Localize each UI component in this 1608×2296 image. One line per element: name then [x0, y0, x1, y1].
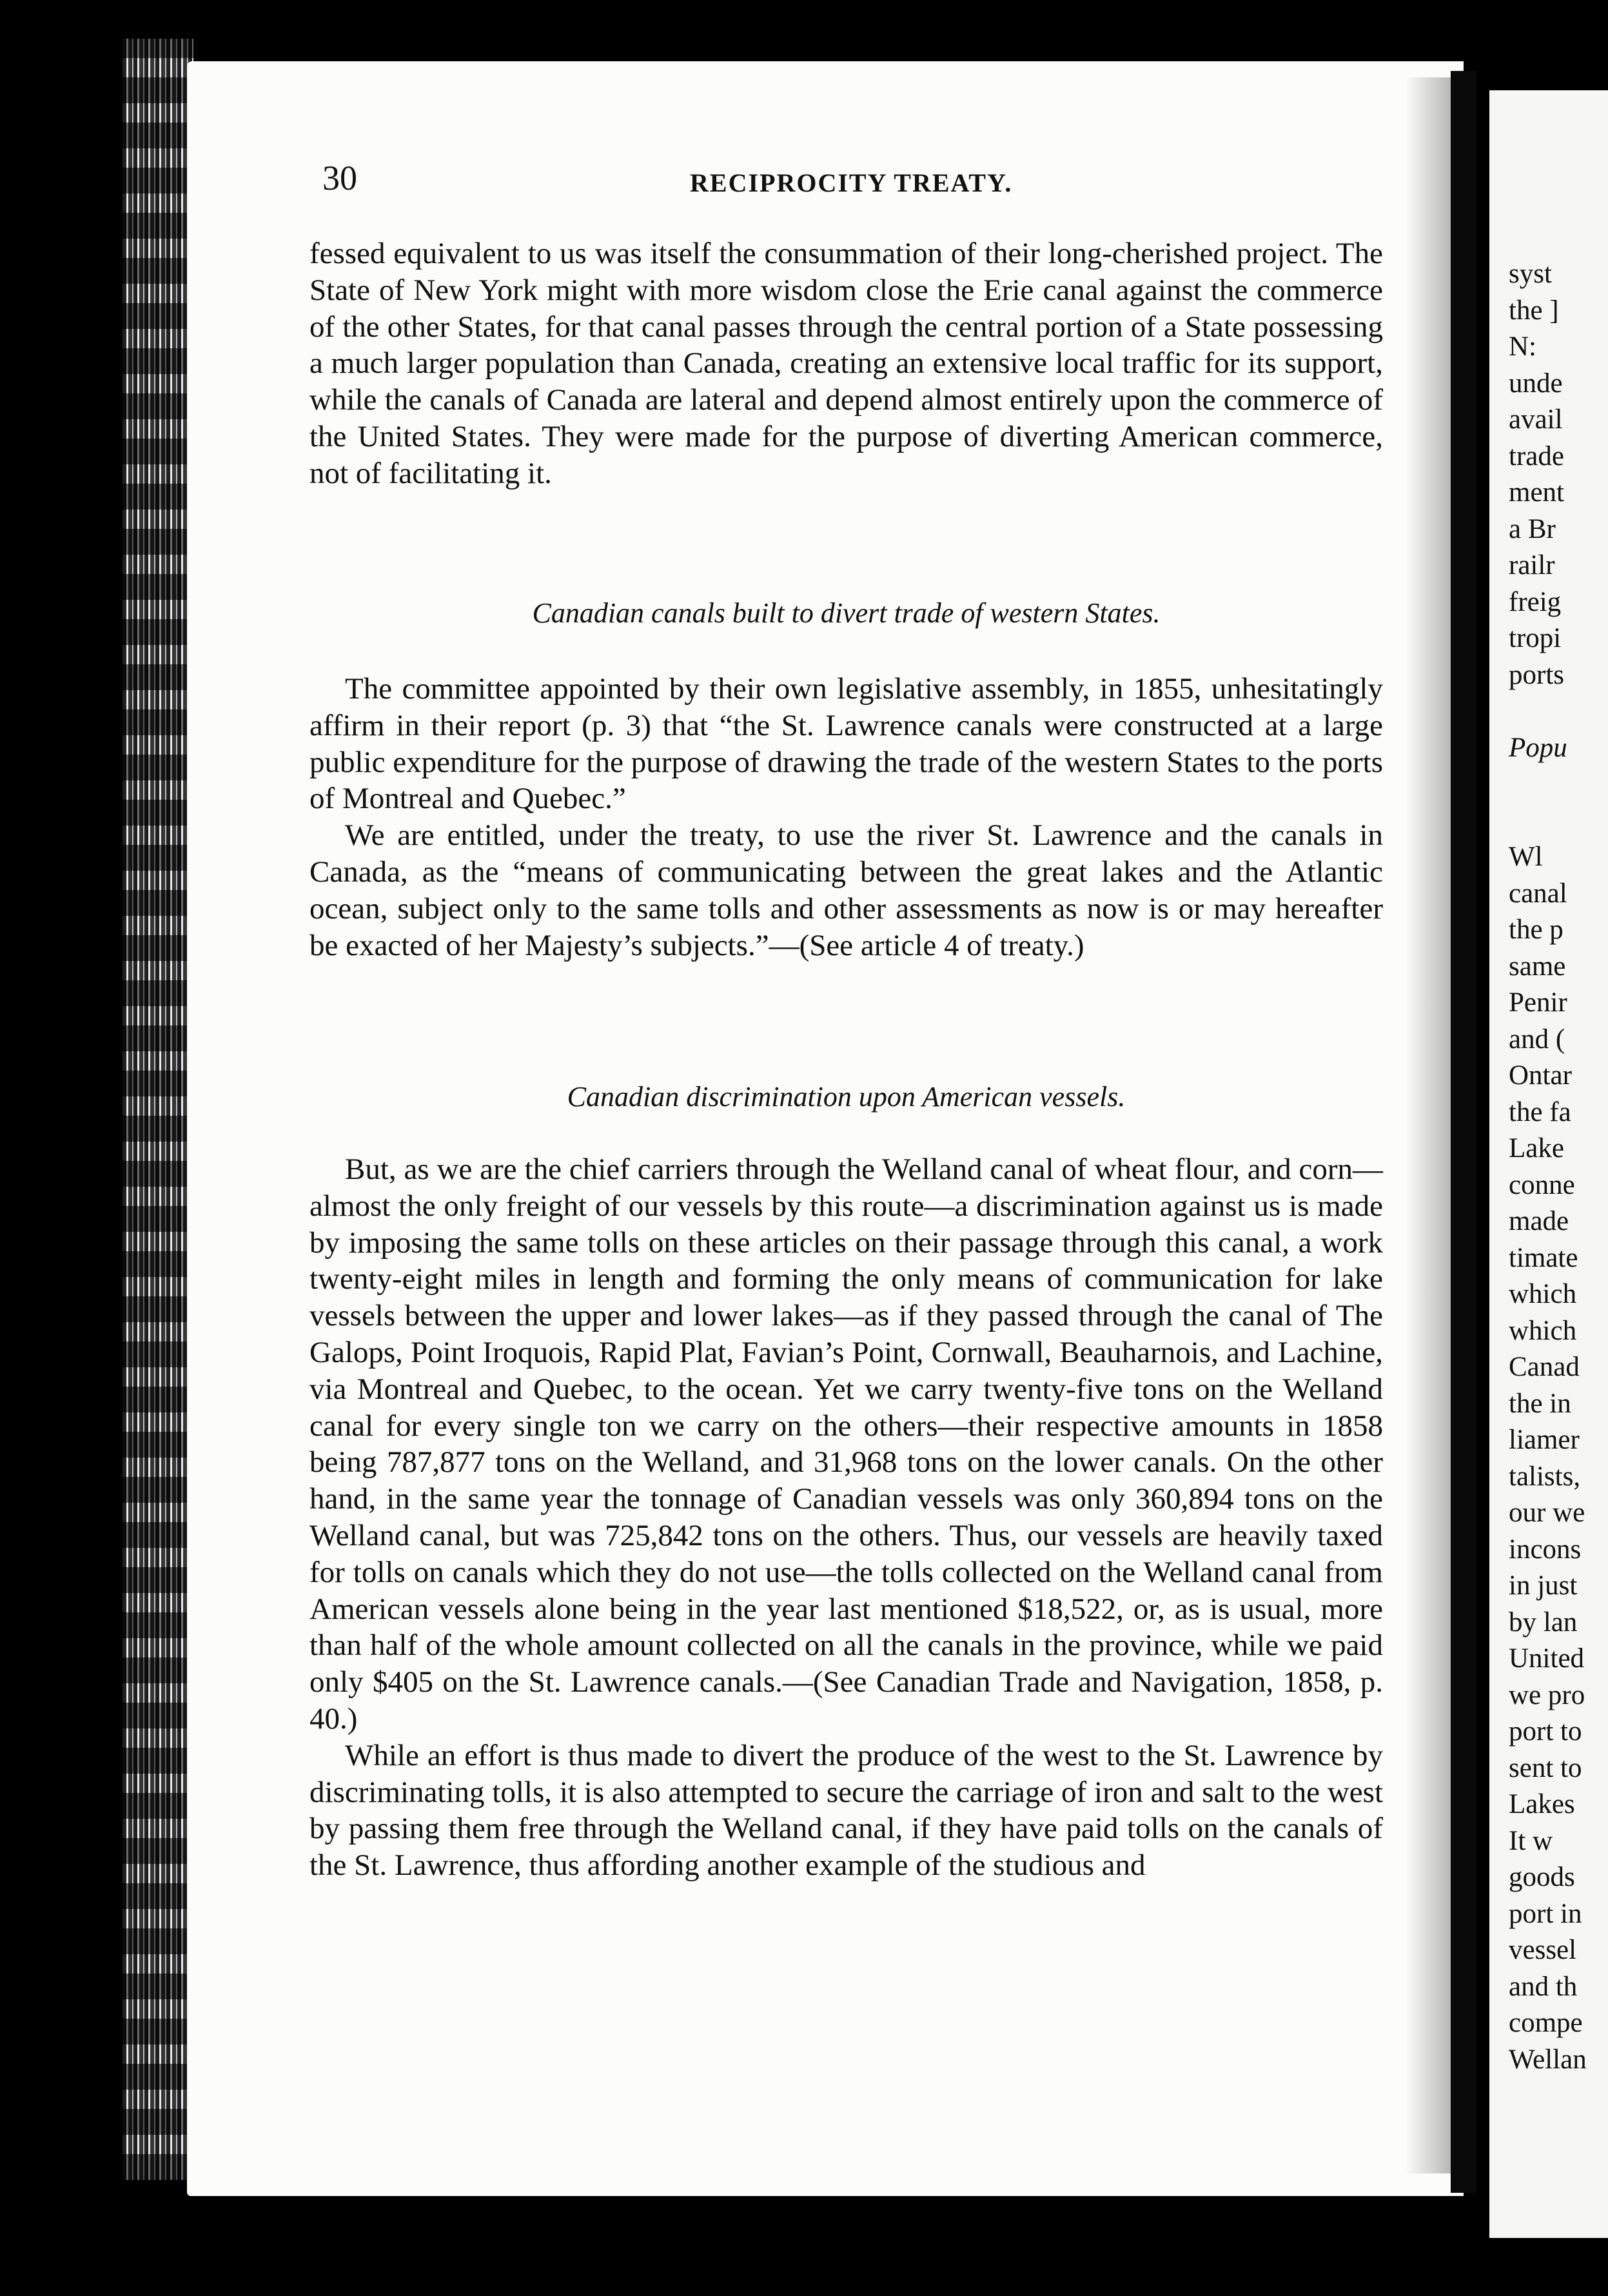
facing-page-line: which: [1509, 1315, 1577, 1346]
facing-page-line: compe: [1509, 2008, 1583, 2038]
facing-page-line: which: [1509, 1279, 1577, 1309]
facing-page-line: conne: [1509, 1169, 1575, 1200]
facing-page-line: Wl: [1509, 842, 1543, 872]
facing-page-line: liamer: [1509, 1425, 1580, 1455]
facing-page: [1489, 90, 1608, 2238]
facing-page-line: ports: [1509, 659, 1564, 690]
facing-page-line: sent to: [1509, 1752, 1582, 1783]
facing-page-line: same: [1509, 951, 1566, 982]
book-page: [187, 61, 1464, 2196]
facing-page-line: syst: [1509, 259, 1552, 289]
facing-page-line: Penir: [1509, 987, 1567, 1018]
section1-paragraph-2: We are entitled, under the treaty, to use the river St. Lawrence and the canals in Canada, as the “means of communicating between the great lakes and the Atlantic ocean, subject only to the same tolls and other assessments as now is or may hereafter be exacted of her Majesty’s subjects.”—(See article 4 of treaty.): [309, 818, 1383, 962]
section2-text: [309, 1151, 1383, 1884]
facing-page-line: and (: [1509, 1024, 1565, 1054]
facing-page-line: ment: [1509, 477, 1564, 508]
facing-page-line: trade: [1509, 440, 1564, 471]
facing-page-line: port to: [1509, 1716, 1582, 1747]
facing-page-line: United: [1509, 1643, 1585, 1674]
facing-page-line: goods: [1509, 1862, 1575, 1892]
facing-page-line: incons: [1509, 1534, 1582, 1565]
facing-page-line: Wellan: [1509, 2044, 1587, 2075]
facing-page-line: we pro: [1509, 1679, 1585, 1710]
facing-page-line: the fa: [1509, 1096, 1571, 1127]
facing-page-line: Canad: [1509, 1352, 1580, 1382]
facing-page-line: N:: [1509, 332, 1536, 362]
section-heading-discrimination: Canadian discrimination upon American vessels.: [567, 1081, 1126, 1113]
page-header: [187, 158, 1464, 203]
section1-text: [309, 671, 1383, 964]
section2-paragraph-2: While an effort is thus made to divert the produce of the west to the St. Lawrence by discriminating tolls, it is also attempted to secure the carriage of iron and salt to the west by passing them free through the Welland canal, if they have paid tolls on the canals of the St. Lawrence, thus affording another example of the studious and: [309, 1738, 1383, 1883]
intro-paragraph: fessed equivalent to us was itself the consummation of their long-cherished project. The State of New York might with more wisdom close the Erie canal against the commerce of the other States, for that canal passes through the central portion of a State possessing a much larger population than Canada, creating an extensive local traffic for its support, while the canals of Canada are lateral and depend almost entirely upon the commerce of the United States. They were made for the purpose of diverting American commerce, not of facilitating it.: [309, 237, 1383, 490]
running-head: RECIPROCITY TREATY.: [690, 168, 1013, 197]
facing-page-line: Popu: [1509, 732, 1567, 763]
facing-page-line: and th: [1509, 1971, 1578, 2002]
facing-page-line: the ]: [1509, 295, 1559, 326]
facing-page-line: in just: [1509, 1570, 1578, 1601]
facing-page-line: freig: [1509, 586, 1562, 617]
facing-page-line: Lake: [1509, 1133, 1564, 1163]
facing-page-line: vessel: [1509, 1935, 1577, 1965]
section2-paragraph-1: But, as we are the chief carriers through the Welland canal of wheat flour, and corn—almost the only freight of our vessels by this route—a discrimination against us is made by imposing the same tolls on these articles on their passage through this canal, a work twenty-eight miles in length and forming the only means of communication for lake vessels between the upper and lower lakes—as if they passed through the canal of The Galops, Point Iroquois, Rapid Plat, Favian’s Point, Cornwall, Beauharnois, and Lachine, via Montreal and Quebec, to the ocean. Yet we carry twenty-five tons on the Welland canal for every single ton we carry on the others—their respective amounts in 1858 being 787,877 tons on the Welland, and 31,968 tons on the lower canals. On the other hand, in the same year the tonnage of Canadian vessels was only 360,894 tons on the Welland canal, but was 725,842 tons on the others. Thus, our vessels are heavily taxed for tolls on canals which they do not use—the tolls collected on the Welland canal from American vessels alone being in the year last mentioned $18,522, or, as is usual, more than half of the whole amount collected on all the canals in the province, while we paid only $405 on the St. Lawrence canals.—(See Canadian Trade and Navigation, 1858, p. 40.): [309, 1153, 1383, 1736]
facing-page-line: avail: [1509, 404, 1563, 435]
facing-page-line: canal: [1509, 878, 1567, 909]
facing-page-line: a Br: [1509, 513, 1556, 544]
facing-page-line: the in: [1509, 1388, 1571, 1419]
page-number: 30: [322, 159, 357, 197]
facing-page-line: by lan: [1509, 1607, 1578, 1638]
facing-page-line: Ontar: [1509, 1060, 1572, 1091]
book-spine: [1451, 71, 1476, 2193]
facing-page-line: railr: [1509, 550, 1555, 580]
facing-page-line: Lakes: [1509, 1789, 1575, 1819]
facing-page-line: unde: [1509, 368, 1563, 399]
facing-page-line: timate: [1509, 1242, 1578, 1273]
section-heading-canals-divert-trade: Canadian canals built to divert trade of western States.: [532, 597, 1161, 629]
facing-page-line: the p: [1509, 915, 1564, 945]
section1-paragraph-1: The committee appointed by their own legislative assembly, in 1855, unhesitatingly affirm in their report (p. 3) that “the St. Lawrence canals were constructed at a large public expenditure for the purpose of drawing the trade of the western States to the ports of Montreal and Quebec.”: [309, 672, 1383, 816]
page-edge-stack: [123, 39, 193, 2180]
facing-page-line: our we: [1509, 1498, 1585, 1528]
facing-page-line: It w: [1509, 1825, 1553, 1856]
intro-text: [309, 235, 1383, 492]
facing-page-line: port in: [1509, 1898, 1582, 1929]
facing-page-line: talists,: [1509, 1461, 1581, 1492]
facing-page-line: made: [1509, 1206, 1569, 1236]
facing-page-line: tropi: [1509, 623, 1562, 653]
